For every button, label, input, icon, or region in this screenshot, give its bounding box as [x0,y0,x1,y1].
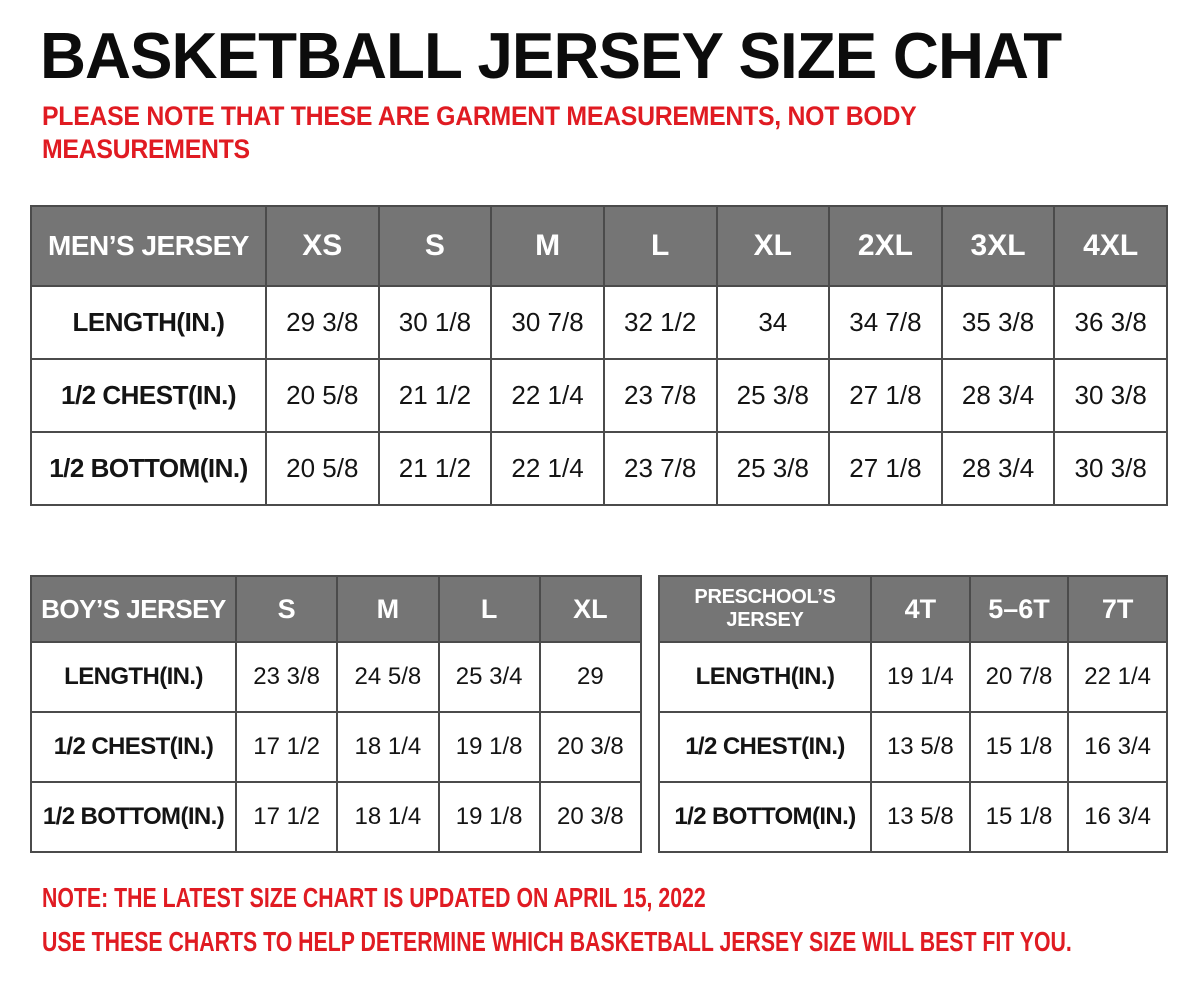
mens-table-title: MEN’S JERSEY [31,206,266,286]
usage-note: USE THESE CHARTS TO HELP DETERMINE WHICH BASKETBALL JERSEY SIZE WILL BEST FIT YOU. [42,926,1072,957]
preschool-table-title: PRESCHOOL’S JERSEY [659,576,871,642]
size-value-cell: 22 1/4 [491,359,604,432]
size-value-cell: 25 3/8 [717,359,830,432]
size-value-cell: 24 5/8 [337,642,438,712]
size-value-cell: 22 1/4 [491,432,604,505]
size-value-cell: 21 1/2 [379,359,492,432]
size-column-header-xl: XL [717,206,830,286]
size-value-cell: 34 [717,286,830,359]
size-value-cell: 17 1/2 [236,782,337,852]
size-value-cell: 15 1/8 [970,782,1069,852]
size-value-cell: 35 3/8 [942,286,1055,359]
size-value-cell: 25 3/8 [717,432,830,505]
table-row-half-chest [31,359,1167,432]
size-value-cell: 23 3/8 [236,642,337,712]
size-column-header-s: S [236,576,337,642]
measurement-row-label: LENGTH(IN.) [659,642,871,712]
table-row-half-bottom [31,782,641,852]
size-value-cell: 27 1/8 [829,432,942,505]
table-header-row [31,206,1167,286]
size-value-cell: 25 3/4 [439,642,540,712]
size-value-cell: 20 5/8 [266,432,379,505]
size-value-cell: 19 1/8 [439,782,540,852]
table-header-row [31,576,641,642]
size-value-cell: 16 3/4 [1068,712,1167,782]
size-value-cell: 30 7/8 [491,286,604,359]
preschool-jersey-size-table [658,575,1168,853]
size-column-header-xl: XL [540,576,641,642]
table-row-half-chest [659,712,1167,782]
size-value-cell: 30 1/8 [379,286,492,359]
size-value-cell: 30 3/8 [1054,432,1167,505]
size-value-cell: 30 3/8 [1054,359,1167,432]
table-row-half-bottom [31,432,1167,505]
size-value-cell: 20 3/8 [540,782,641,852]
size-value-cell: 15 1/8 [970,712,1069,782]
size-value-cell: 29 3/8 [266,286,379,359]
size-value-cell: 23 7/8 [604,432,717,505]
measurement-row-label: 1/2 BOTTOM(IN.) [659,782,871,852]
size-column-header-4xl: 4XL [1054,206,1167,286]
size-value-cell: 22 1/4 [1068,642,1167,712]
size-column-header-2xl: 2XL [829,206,942,286]
page-title: BASKETBALL JERSEY SIZE CHAT [40,19,1062,92]
measurement-row-label: 1/2 CHEST(IN.) [31,712,236,782]
size-value-cell: 23 7/8 [604,359,717,432]
size-value-cell: 16 3/4 [1068,782,1167,852]
table-row-length [31,642,641,712]
size-value-cell: 19 1/8 [439,712,540,782]
size-column-header-xs: XS [266,206,379,286]
garment-measurement-disclaimer: PLEASE NOTE THAT THESE ARE GARMENT MEASUREMENTS, NOT BODY MEASUREMENTS [42,101,916,164]
size-column-header-7t: 7T [1068,576,1167,642]
measurement-row-label: LENGTH(IN.) [31,642,236,712]
size-value-cell: 13 5/8 [871,712,970,782]
size-value-cell: 20 3/8 [540,712,641,782]
table-header-row [659,576,1167,642]
table-row-length [659,642,1167,712]
size-value-cell: 18 1/4 [337,782,438,852]
size-value-cell: 20 7/8 [970,642,1069,712]
size-column-header-s: S [379,206,492,286]
size-value-cell: 32 1/2 [604,286,717,359]
size-value-cell: 21 1/2 [379,432,492,505]
size-value-cell: 17 1/2 [236,712,337,782]
measurement-row-label: 1/2 CHEST(IN.) [31,359,266,432]
update-date-note: NOTE: THE LATEST SIZE CHART IS UPDATED ON APRIL 15, 2022 [42,882,706,913]
measurement-row-label: 1/2 BOTTOM(IN.) [31,432,266,505]
size-column-header-l: L [604,206,717,286]
size-value-cell: 29 [540,642,641,712]
size-column-header-56t: 5–6T [970,576,1069,642]
size-value-cell: 20 5/8 [266,359,379,432]
size-value-cell: 27 1/8 [829,359,942,432]
size-column-header-m: M [491,206,604,286]
size-value-cell: 28 3/4 [942,359,1055,432]
size-value-cell: 19 1/4 [871,642,970,712]
size-column-header-4t: 4T [871,576,970,642]
size-value-cell: 34 7/8 [829,286,942,359]
mens-jersey-size-table [30,205,1168,506]
size-value-cell: 13 5/8 [871,782,970,852]
size-value-cell: 18 1/4 [337,712,438,782]
table-row-length [31,286,1167,359]
size-value-cell: 36 3/8 [1054,286,1167,359]
measurement-row-label: 1/2 BOTTOM(IN.) [31,782,236,852]
measurement-row-label: 1/2 CHEST(IN.) [659,712,871,782]
table-row-half-chest [31,712,641,782]
size-value-cell: 28 3/4 [942,432,1055,505]
boys-jersey-size-table [30,575,642,853]
size-column-header-l: L [439,576,540,642]
size-column-header-3xl: 3XL [942,206,1055,286]
table-row-half-bottom [659,782,1167,852]
size-column-header-m: M [337,576,438,642]
measurement-row-label: LENGTH(IN.) [31,286,266,359]
boys-table-title: BOY’S JERSEY [31,576,236,642]
